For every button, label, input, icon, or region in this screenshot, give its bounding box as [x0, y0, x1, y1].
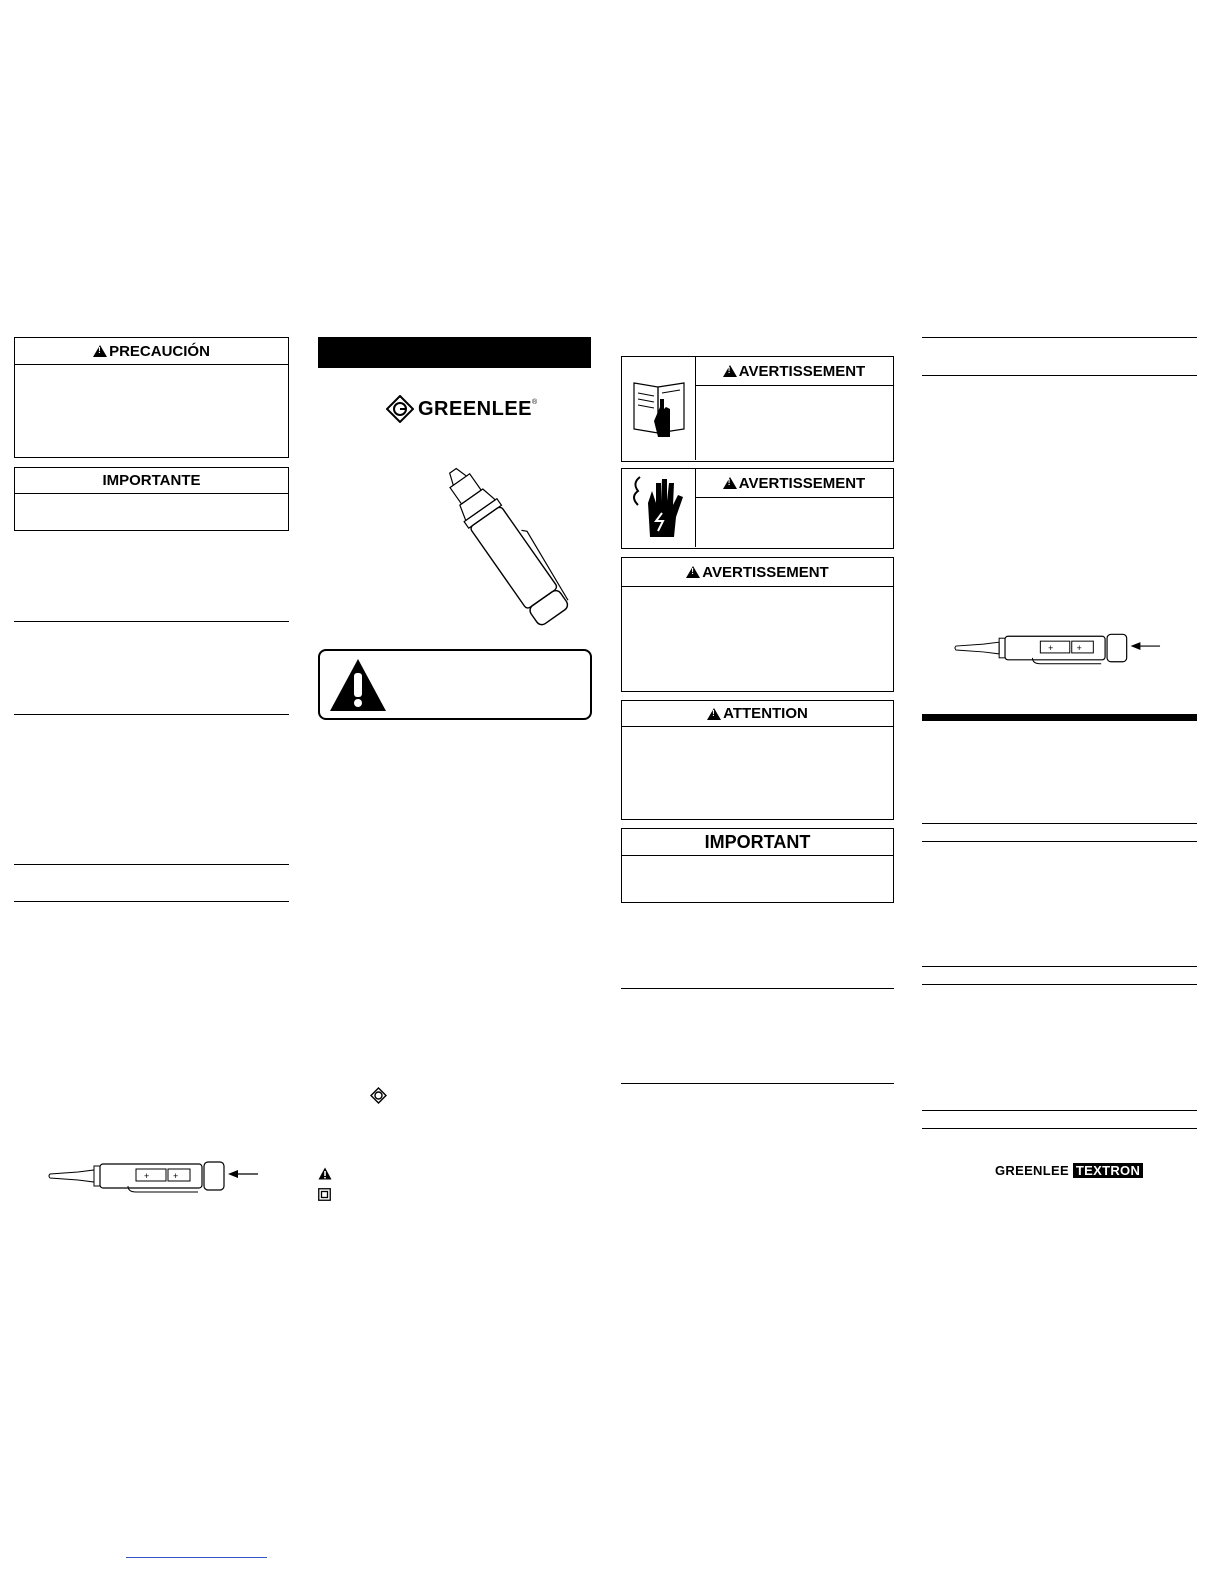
large-warning-triangle-icon: [328, 657, 388, 713]
warning2-title: AVERTISSEMENT: [738, 474, 866, 492]
electric-shock-hand-icon: [628, 473, 690, 543]
warning-triangle-icon: [707, 708, 721, 720]
svg-text:+: +: [1048, 642, 1054, 653]
important-title: IMPORTANTE: [102, 472, 201, 489]
warning-triangle-icon: [686, 566, 700, 578]
greenlee-textron-logo: [995, 1163, 1143, 1178]
warning-triangle-icon: [723, 477, 737, 489]
warning1-title: AVERTISSEMENT: [738, 362, 866, 380]
double-insulation-icon: [318, 1188, 331, 1201]
greenlee-g-icon: [386, 395, 414, 423]
important-box: [14, 467, 289, 531]
link-underline[interactable]: [126, 1557, 267, 1558]
icon-cell: [622, 357, 696, 460]
warning-box-3: [621, 557, 894, 692]
cover-title-bar: [318, 337, 591, 368]
important-fr-title: IMPORTANT: [704, 831, 811, 852]
warning-box-read-manual: [621, 356, 894, 462]
warning-banner-box: [318, 649, 592, 720]
important-fr-header: [622, 829, 893, 856]
divider: [14, 901, 289, 902]
warning-symbol-icon: [318, 1167, 332, 1180]
warning3-header: [622, 558, 893, 587]
brand-name: GREENLEE: [418, 397, 533, 420]
divider: [14, 621, 289, 622]
section-bar: [922, 714, 1197, 721]
important-header: [15, 468, 288, 494]
divider: [621, 1083, 894, 1084]
divider: [922, 375, 1197, 376]
warning-triangle-icon: [723, 365, 737, 377]
attention-title: ATTENTION: [723, 705, 808, 722]
greenlee-logo: [386, 395, 537, 423]
warning1-header: [695, 357, 893, 386]
svg-text:+: +: [1076, 642, 1082, 653]
battery-replacement-diagram: [48, 1158, 260, 1196]
divider: [14, 864, 289, 865]
important-box-fr: [621, 828, 894, 903]
svg-text:+: +: [144, 1171, 150, 1181]
caution-header: [15, 338, 288, 365]
divider: [621, 988, 894, 989]
footer-brand-left: GREENLEE: [995, 1163, 1069, 1178]
read-manual-icon: [630, 377, 688, 441]
footer-brand-right: TEXTRON: [1073, 1163, 1143, 1178]
divider: [922, 966, 1197, 967]
warning3-title: AVERTISSEMENT: [702, 563, 829, 581]
warning-triangle-icon: [93, 345, 107, 357]
divider: [922, 984, 1197, 985]
attention-box: [621, 700, 894, 820]
battery-replacement-diagram: [954, 630, 1162, 668]
svg-text:+: +: [173, 1171, 179, 1181]
voltage-detector-pen-illustration: [410, 438, 590, 633]
divider: [14, 714, 289, 715]
caution-box: [14, 337, 289, 458]
greenlee-small-g-icon: [370, 1087, 387, 1104]
divider: [922, 337, 1197, 338]
icon-cell: [622, 469, 696, 547]
divider: [922, 1110, 1197, 1111]
divider: [922, 1128, 1197, 1129]
divider: [922, 841, 1197, 842]
divider: [922, 823, 1197, 824]
caution-title: PRECAUCIÓN: [109, 342, 210, 360]
warning2-header: [695, 469, 893, 498]
registered-mark: ®: [532, 399, 538, 406]
attention-header: [622, 701, 893, 727]
warning-box-electric-shock: [621, 468, 894, 549]
